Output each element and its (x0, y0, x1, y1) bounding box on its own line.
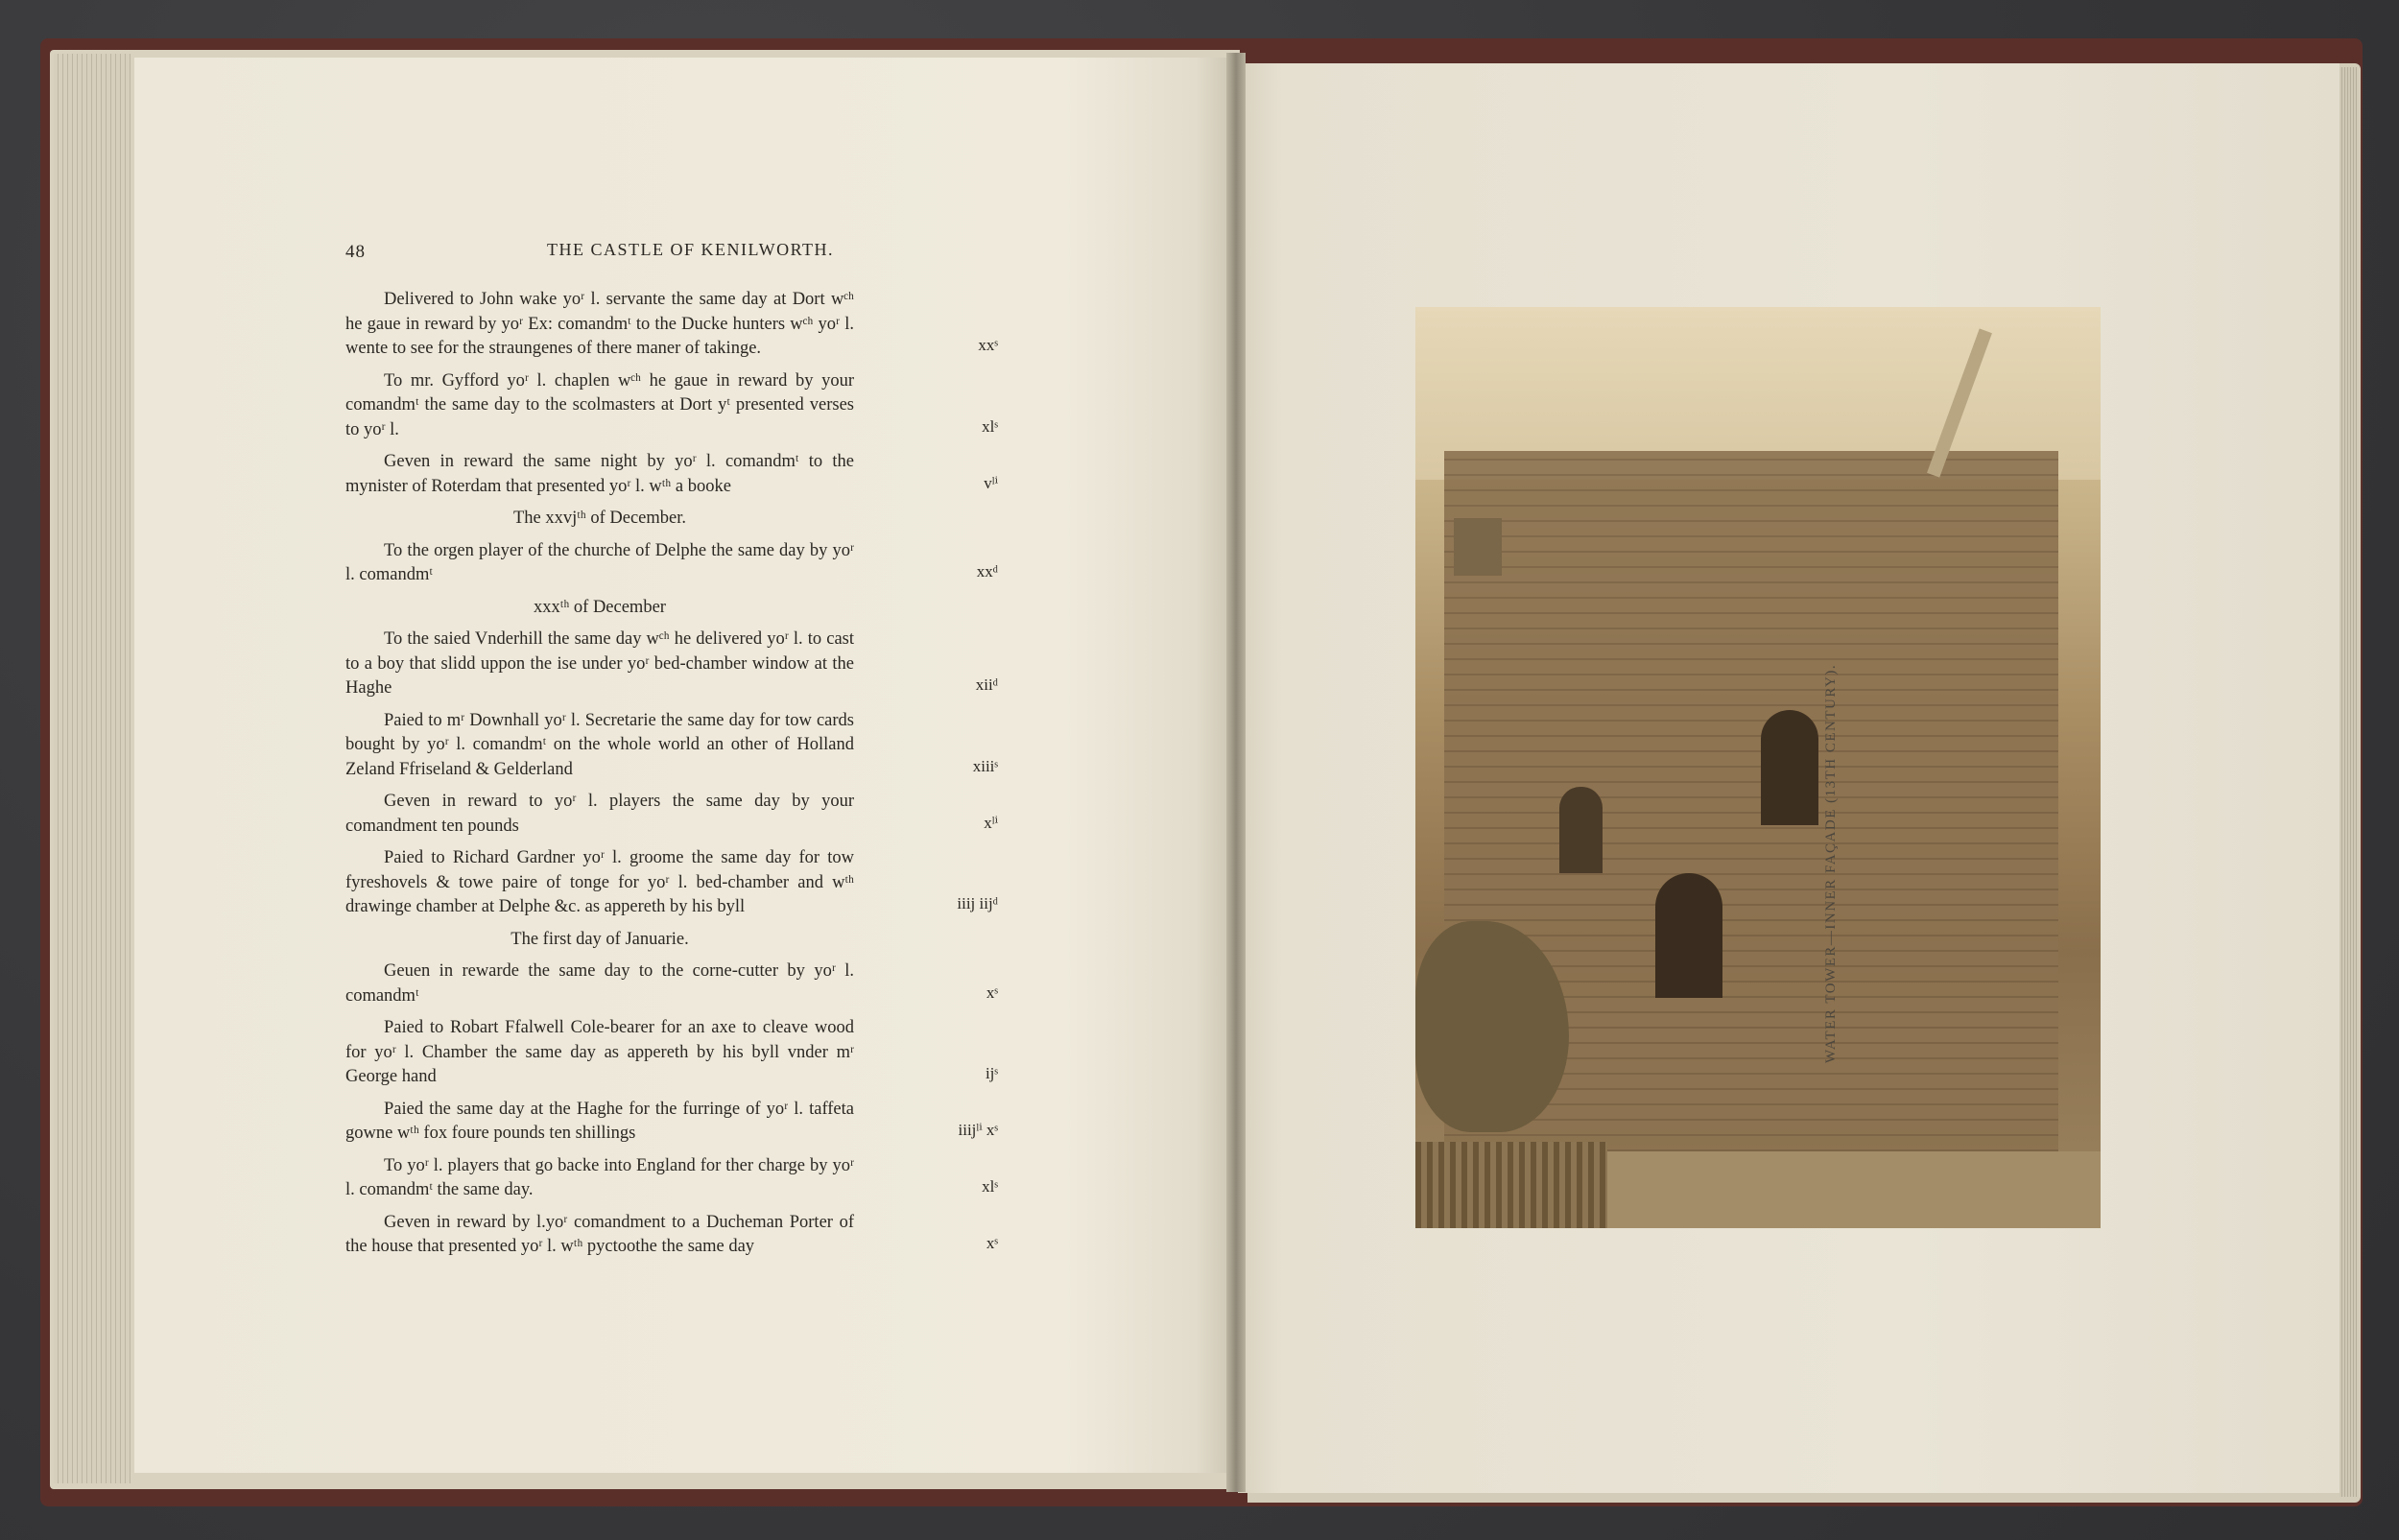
entry-amount: ijˢ (985, 1064, 998, 1082)
entry-amount: xlˢ (982, 416, 998, 436)
photo-arched-doorway (1761, 710, 1818, 825)
ledger-entry (345, 1016, 998, 1090)
entry-text: Geven in reward by l.yoʳ comandment to a Ducheman Porter of the house that presented yoʳ l. wᵗʰ pyctoothe the same day (345, 1212, 854, 1256)
entry-amount: iiij iijᵈ (957, 894, 998, 912)
entry-amount: xˢ (986, 1234, 998, 1252)
entry-text: To the saied Vnderhill the same day wᶜʰ he delivered yoʳ l. to cast to a boy that slidd uppon the ise under yoʳ bed-chamber window at the Haghe (345, 629, 854, 698)
entry-text: Geven in reward to yoʳ l. players the same day by your comandment ten pounds (345, 792, 854, 836)
ledger-entry (345, 539, 998, 588)
book-gutter (1226, 53, 1246, 1492)
entry-amount: iiijˡⁱ xˢ (958, 1121, 998, 1139)
entry-text: To the orgen player of the churche of Delphe the same day by yoʳ l. comandmᵗ (345, 540, 854, 584)
entry-text: Delivered to John wake yoʳ l. servante the same day at Dort wᶜʰ he gaue in reward by yoʳ Ex: comandmᵗ to the Ducke hunters wᶜʰ yoʳ l. wente to see for the straungenes of there maner of takinge. (345, 290, 854, 358)
entry-text: To yoʳ l. players that go backe into England for ther charge by yoʳ l. comandmᵗ the same day. (345, 1155, 854, 1199)
date-heading: The first day of Januarie. (511, 929, 689, 949)
photo-caption: WATER TOWER—INNER FAÇADE (13TH CENTURY). (1823, 663, 1839, 1064)
photo-arched-door (1655, 873, 1722, 998)
photo-fence (1415, 1142, 1607, 1228)
ledger-entry (345, 790, 998, 839)
right-page-edges (2340, 67, 2357, 1497)
ledger-entry (345, 288, 998, 362)
ledger-entry (345, 369, 998, 443)
entry-text: Paied the same day at the Haghe for the furringe of yoʳ l. taffeta gowne wᵗʰ fox foure pounds ten shillings (345, 1099, 854, 1143)
entry-amount: xiiiˢ (972, 756, 998, 775)
photo-ground (1607, 1151, 2101, 1228)
entry-text: Paied to mʳ Downhall yoʳ l. Secretarie the same day for tow cards bought by yoʳ l. comandmᵗ on the whole world an other of Holland Zeland Ffriseland & Gelderland (345, 710, 854, 779)
page-number: 48 (345, 242, 366, 262)
ledger-entry (345, 1154, 998, 1203)
entry-text: Geven in reward the same night by yoʳ l. comandmᵗ to the mynister of Roterdam that presented yoʳ l. wᵗʰ a booke (345, 452, 854, 496)
entry-amount: xxˢ (978, 336, 998, 354)
entry-text: Geuen in rewarde the same day to the corne-cutter by yoʳ l. comandmᵗ (345, 961, 854, 1006)
ledger-entry (345, 628, 998, 701)
left-page-edges (54, 54, 131, 1483)
entry-amount: xlˢ (982, 1177, 998, 1196)
entry-text: Paied to Robart Ffalwell Cole-bearer for an axe to cleave wood for yoʳ l. Chamber the same day as appereth by his byll vnder mʳ George hand (345, 1018, 854, 1086)
ledger-entry (345, 1211, 998, 1260)
entry-amount: xˢ (986, 983, 998, 1002)
ledger-entry (345, 960, 998, 1008)
entry-text: Paied to Richard Gardner yoʳ l. groome the same day for tow fyreshovels & towe paire of tonge for yoʳ l. bed-chamber and wᵗʰ drawinge chamber at Delphe &c. as appereth by his byll (345, 848, 854, 916)
ledger-entry (345, 846, 998, 920)
ledger-entry (345, 709, 998, 783)
entry-amount: xiiᵈ (975, 675, 998, 694)
entry-amount: xxᵈ (976, 562, 998, 580)
water-tower-photograph (1415, 307, 2101, 1228)
photo-window (1559, 787, 1603, 873)
entry-text: To mr. Gyfford yoʳ l. chaplen wᶜʰ he gaue in reward by your comandmᵗ the same day to the scolmasters at Dort yᵗ presented verses to yoʳ l. (345, 370, 854, 439)
running-title: THE CASTLE OF KENILWORTH. (547, 240, 835, 259)
date-heading: The xxvjᵗʰ of December. (512, 509, 687, 528)
ledger-entry (345, 1098, 998, 1147)
entry-amount: vˡⁱ (984, 473, 998, 492)
ledger-entry (345, 450, 998, 499)
date-heading: xxxᵗʰ of December (534, 597, 666, 617)
photo-distant-tower (1454, 518, 1502, 576)
entry-amount: xˡⁱ (984, 813, 998, 832)
account-entries (345, 288, 998, 1268)
